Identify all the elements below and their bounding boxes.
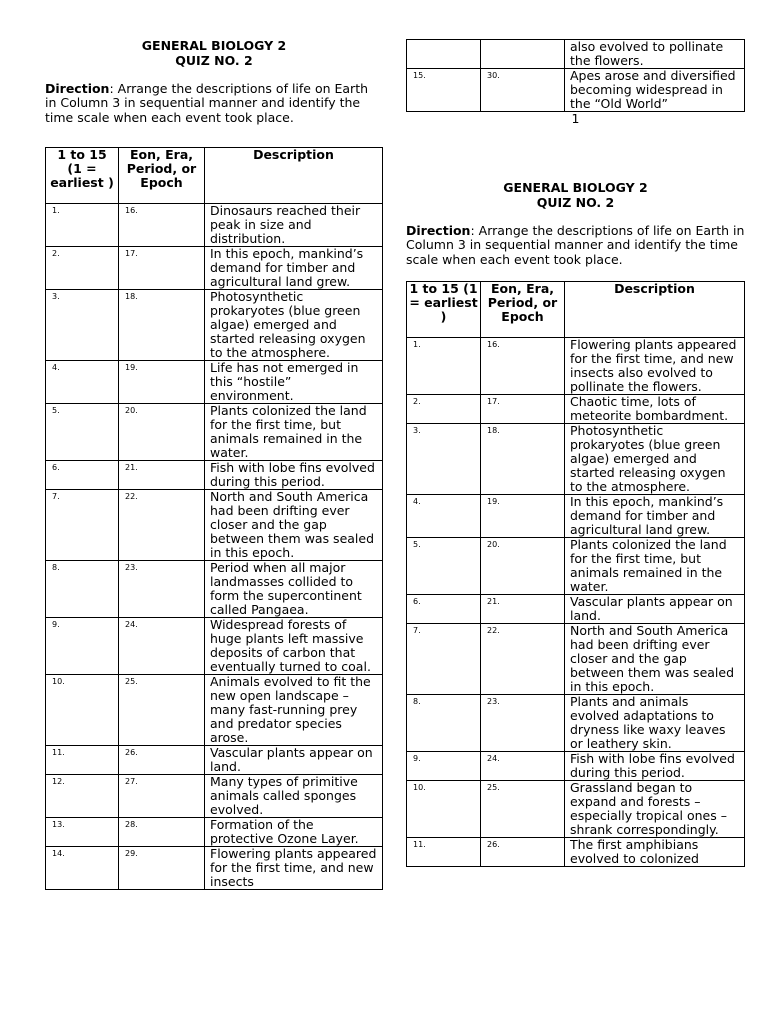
order-number-cell: 15. xyxy=(407,69,481,112)
table-row xyxy=(407,40,745,69)
quiz-continuation xyxy=(406,39,745,126)
description-cell: Many types of primitive animals called sponges evolved. xyxy=(205,775,383,818)
order-number-cell: 7. xyxy=(46,490,119,561)
time-scale-cell: 16. xyxy=(119,204,205,247)
description-cell: North and South America had been drifting ever closer and the gap between them was sealed in this epoch. xyxy=(565,624,745,695)
order-number-cell: 9. xyxy=(46,618,119,675)
time-scale-cell: 16. xyxy=(481,338,565,395)
description-cell: Plants and animals evolved adaptations to dryness like waxy leaves or leathery skin. xyxy=(565,695,745,752)
quiz-table-body xyxy=(46,204,383,890)
description-cell: Formation of the protective Ozone Layer. xyxy=(205,818,383,847)
time-scale-cell: 23. xyxy=(119,561,205,618)
header-description: Description xyxy=(205,148,383,204)
header-time-scale: Eon, Era, Period, or Epoch xyxy=(119,148,205,204)
time-scale-cell: 28. xyxy=(119,818,205,847)
description-cell: Photosynthetic prokaryotes (blue green algae) emerged and started releasing oxygen to the atmosphere. xyxy=(565,424,745,495)
quiz-title: GENERAL BIOLOGY 2 xyxy=(141,38,287,53)
description-cell: Flowering plants appeared for the first time, and new insects also evolved to pollinate the flowers. xyxy=(565,338,745,395)
time-scale-cell xyxy=(481,40,565,69)
table-row xyxy=(46,290,383,361)
description-cell: Animals evolved to fit the new open landscape – many fast-running prey and predator species arose. xyxy=(205,675,383,746)
table-row xyxy=(46,847,383,890)
table-row xyxy=(46,618,383,675)
table-row xyxy=(407,624,745,695)
description-cell: Dinosaurs reached their peak in size and distribution. xyxy=(205,204,383,247)
order-number-cell: 12. xyxy=(46,775,119,818)
order-number-cell: 8. xyxy=(46,561,119,618)
time-scale-cell: 24. xyxy=(481,752,565,781)
time-scale-cell: 20. xyxy=(119,404,205,461)
description-cell: Flowering plants appeared for the first time, and new insects xyxy=(205,847,383,890)
order-number-cell: 8. xyxy=(407,695,481,752)
table-row xyxy=(407,538,745,595)
order-number-cell xyxy=(407,40,481,69)
order-number-cell: 11. xyxy=(46,746,119,775)
table-row xyxy=(407,781,745,838)
table-row xyxy=(46,204,383,247)
page-number: 1 xyxy=(571,111,580,126)
time-scale-cell: 25. xyxy=(481,781,565,838)
table-row xyxy=(46,461,383,490)
time-scale-cell: 18. xyxy=(481,424,565,495)
time-scale-cell: 17. xyxy=(481,395,565,424)
time-scale-cell: 19. xyxy=(481,495,565,538)
table-row xyxy=(46,675,383,746)
description-cell: Period when all major landmasses collided to form the supercontinent called Pangaea. xyxy=(205,561,383,618)
order-number-cell: 2. xyxy=(46,247,119,290)
description-cell: Plants colonized the land for the first time, but animals remained in the water. xyxy=(565,538,745,595)
table-row xyxy=(46,247,383,290)
table-row xyxy=(46,561,383,618)
description-cell: Chaotic time, lots of meteorite bombardment. xyxy=(565,395,745,424)
time-scale-cell: 26. xyxy=(119,746,205,775)
order-number-cell: 6. xyxy=(407,595,481,624)
direction-paragraph xyxy=(45,82,383,125)
quiz-left-column xyxy=(45,38,383,890)
time-scale-cell: 27. xyxy=(119,775,205,818)
order-number-cell: 5. xyxy=(46,404,119,461)
order-number-cell: 3. xyxy=(407,424,481,495)
description-cell: Fish with lobe fins evolved during this period. xyxy=(205,461,383,490)
description-cell: Vascular plants appear on land. xyxy=(205,746,383,775)
table-row xyxy=(407,395,745,424)
order-number-cell: 9. xyxy=(407,752,481,781)
quiz-number: QUIZ NO. 2 xyxy=(175,53,253,68)
quiz-title: GENERAL BIOLOGY 2 xyxy=(503,180,648,195)
time-scale-cell: 18. xyxy=(119,290,205,361)
quiz-table-body xyxy=(407,338,745,867)
quiz-table-continued-body xyxy=(407,40,745,112)
time-scale-cell: 19. xyxy=(119,361,205,404)
header-time-scale: Eon, Era, Period, or Epoch xyxy=(481,282,565,338)
table-header-row xyxy=(407,282,745,338)
order-number-cell: 4. xyxy=(407,495,481,538)
description-cell: The first amphibians evolved to colonized xyxy=(565,838,745,867)
order-number-cell: 10. xyxy=(407,781,481,838)
table-row xyxy=(407,495,745,538)
direction-paragraph xyxy=(406,224,745,267)
description-cell: Fish with lobe fins evolved during this period. xyxy=(565,752,745,781)
direction-label: Direction xyxy=(406,223,471,238)
description-cell: Vascular plants appear on land. xyxy=(565,595,745,624)
order-number-cell: 11. xyxy=(407,838,481,867)
direction-text: : Arrange the descriptions of life on Earth in Column 3 in sequential manner and identify the time scale when each event took place. xyxy=(406,223,745,267)
order-number-cell: 4. xyxy=(46,361,119,404)
time-scale-cell: 22. xyxy=(119,490,205,561)
table-header-row xyxy=(46,148,383,204)
order-number-cell: 13. xyxy=(46,818,119,847)
description-cell: Plants colonized the land for the first time, but animals remained in the water. xyxy=(205,404,383,461)
table-row xyxy=(407,338,745,395)
description-cell: In this epoch, mankind’s demand for timber and agricultural land grew. xyxy=(565,495,745,538)
order-number-cell: 5. xyxy=(407,538,481,595)
description-cell: Photosynthetic prokaryotes (blue green algae) emerged and started releasing oxygen to the atmosphere. xyxy=(205,290,383,361)
table-row xyxy=(46,404,383,461)
table-row xyxy=(407,695,745,752)
time-scale-cell: 24. xyxy=(119,618,205,675)
order-number-cell: 6. xyxy=(46,461,119,490)
direction-text: : Arrange the descriptions of life on Earth in Column 3 in sequential manner and identify the time scale when each event took place. xyxy=(45,81,369,125)
direction-label: Direction xyxy=(45,81,110,96)
order-number-cell: 14. xyxy=(46,847,119,890)
time-scale-cell: 29. xyxy=(119,847,205,890)
table-row xyxy=(46,490,383,561)
time-scale-cell: 26. xyxy=(481,838,565,867)
quiz-right-column xyxy=(406,180,745,867)
order-number-cell: 3. xyxy=(46,290,119,361)
description-cell: Widespread forests of huge plants left massive deposits of carbon that eventually turned to coal. xyxy=(205,618,383,675)
quiz-table xyxy=(45,147,383,890)
description-cell: Life has not emerged in this “hostile” environment. xyxy=(205,361,383,404)
quiz-table-continued xyxy=(406,39,745,112)
table-row xyxy=(407,595,745,624)
time-scale-cell: 21. xyxy=(481,595,565,624)
order-number-cell: 10. xyxy=(46,675,119,746)
order-number-cell: 1. xyxy=(46,204,119,247)
quiz-number: QUIZ NO. 2 xyxy=(536,195,615,210)
description-cell: Apes arose and diversified becoming widespread in the “Old World” xyxy=(565,69,745,112)
table-row xyxy=(407,424,745,495)
time-scale-cell: 21. xyxy=(119,461,205,490)
time-scale-cell: 22. xyxy=(481,624,565,695)
time-scale-cell: 17. xyxy=(119,247,205,290)
table-row xyxy=(46,818,383,847)
order-number-cell: 2. xyxy=(407,395,481,424)
table-row xyxy=(407,752,745,781)
description-cell: also evolved to pollinate the flowers. xyxy=(565,40,745,69)
time-scale-cell: 30. xyxy=(481,69,565,112)
time-scale-cell: 23. xyxy=(481,695,565,752)
table-row xyxy=(407,69,745,112)
table-row xyxy=(46,775,383,818)
header-order: 1 to 15 (1 = earliest ) xyxy=(407,282,481,338)
table-row xyxy=(46,361,383,404)
order-number-cell: 1. xyxy=(407,338,481,395)
description-cell: In this epoch, mankind’s demand for timber and agricultural land grew. xyxy=(205,247,383,290)
description-cell: North and South America had been drifting ever closer and the gap between them was sealed in this epoch. xyxy=(205,490,383,561)
time-scale-cell: 20. xyxy=(481,538,565,595)
description-cell: Grassland began to expand and forests – especially tropical ones – shrank correspondingly. xyxy=(565,781,745,838)
table-row xyxy=(407,838,745,867)
quiz-table xyxy=(406,281,745,867)
header-order: 1 to 15 (1 = earliest ) xyxy=(46,148,119,204)
order-number-cell: 7. xyxy=(407,624,481,695)
time-scale-cell: 25. xyxy=(119,675,205,746)
header-description: Description xyxy=(565,282,745,338)
table-row xyxy=(46,746,383,775)
